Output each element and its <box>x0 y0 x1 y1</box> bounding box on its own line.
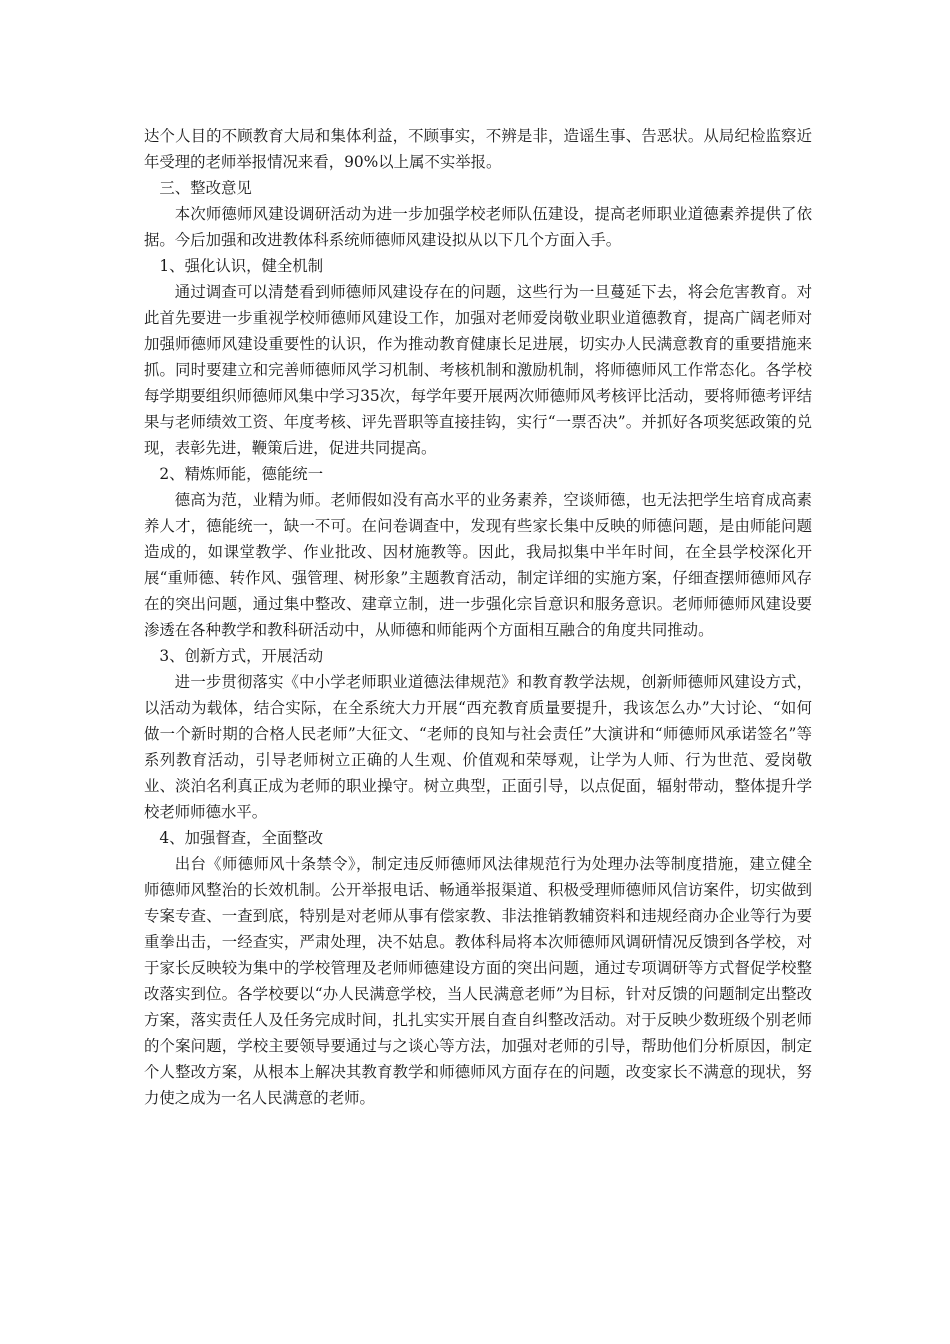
item-3-heading: 3、创新方式，开展活动 <box>159 647 324 665</box>
item-4-body: 出台《师德师风十条禁令》，制定违反师德师风法律规范行为处理办法等制度措施，建立健全师德师风整治的长效机制。公开举报电话、畅通举报渠道、积极受理师德师风信访案件，切实做到专案专查、一查到底，特别是对老师从事有偿家教、非法推销教辅资料和违规经商办企业等行为要重拳出击，一经查实，严肃处理，决不姑息。教体科局将本次师德师风调研情况反馈到各学校，对于家长反映较为集中的学校管理及老师师德建设方面的突出问题，通过专项调研等方式督促学校整改落实到位。各学校要以“办人民满意学校，当人民满意老师”为目标，针对反馈的问题制定出整改方案，落实责任人及任务完成时间，扎扎实实开展自查自纠整改活动。对于反映少数班级个别老师的个案问题，学校主要领导要通过与之谈心等方法，加强对老师的引导，帮助他们分析原因，制定个人整改方案，从根本上解决其教育教学和师德师风方面存在的问题，改变家长不满意的现状，努力使之成为一名人民满意的老师。 <box>144 855 812 1107</box>
continuation-paragraph: 达个人目的不顾教育大局和集体利益，不顾事实，不辨是非，造谣生事、告恶状。从局纪检监察近年受理的老师举报情况来看，90%以上属不实举报。 <box>144 127 812 171</box>
item-3-body: 进一步贯彻落实《中小学老师职业道德法律规范》和教育教学法规，创新师德师风建设方式，以活动为载体，结合实际，在全系统大力开展“西充教育质量要提升，我该怎么办”大讨论、“如何做一个新时期的合格人民老师”大征文、“老师的良知与社会责任”大演讲和“师德师风承诺签名”等系列教育活动，引导老师树立正确的人生观、价值观和荣辱观，让学为人师、行为世范、爱岗敬业、淡泊名利真正成为老师的职业操守。树立典型，正面引导，以点促面，辐射带动，整体提升学校老师师德水平。 <box>144 673 812 821</box>
item-1-heading: 1、强化认识，健全机制 <box>159 257 324 275</box>
document-page <box>144 123 812 1111</box>
item-4-heading: 4、加强督查，全面整改 <box>159 829 324 847</box>
item-2-body: 德高为范，业精为师。老师假如没有高水平的业务素养，空谈师德，也无法把学生培育成高素养人才，德能统一，缺一不可。在问卷调查中，发现有些家长集中反映的师德问题，是由师能问题造成的，如课堂教学、作业批改、因材施教等。因此，我局拟集中半年时间，在全县学校深化开展“重师德、转作风、强管理、树形象”主题教育活动，制定详细的实施方案，仔细查摆师德师风存在的突出问题，通过集中整改、建章立制，进一步强化宗旨意识和服务意识。老师师德师风建设要渗透在各种教学和教科研活动中，从师德和师能两个方面相互融合的角度共同推动。 <box>144 491 812 639</box>
item-1-body: 通过调查可以清楚看到师德师风建设存在的问题，这些行为一旦蔓延下去，将会危害教育。对此首先要进一步重视学校师德师风建设工作，加强对老师爱岗敬业职业道德教育，提高广阔老师对加强师德师风建设重要性的认识，作为推动教育健康长足进展，切实办人民满意教育的重要措施来抓。同时要建立和完善师德师风学习机制、考核机制和激励机制，将师德师风工作常态化。各学校每学期要组织师德师风集中学习35次，每学年要开展两次师德师风考核评比活动，要将师德考评结果与老师绩效工资、年度考核、评先晋职等直接挂钩，实行“一票否决”。并抓好各项奖惩政策的兑现，表彰先进，鞭策后进，促进共同提高。 <box>144 283 812 457</box>
intro-paragraph: 本次师德师风建设调研活动为进一步加强学校老师队伍建设，提高老师职业道德素养提供了依据。今后加强和改进教体科系统师德师风建设拟从以下几个方面入手。 <box>144 205 812 249</box>
section-heading-rectification: 三、整改意见 <box>159 179 252 197</box>
item-2-heading: 2、精炼师能，德能统一 <box>159 465 324 483</box>
